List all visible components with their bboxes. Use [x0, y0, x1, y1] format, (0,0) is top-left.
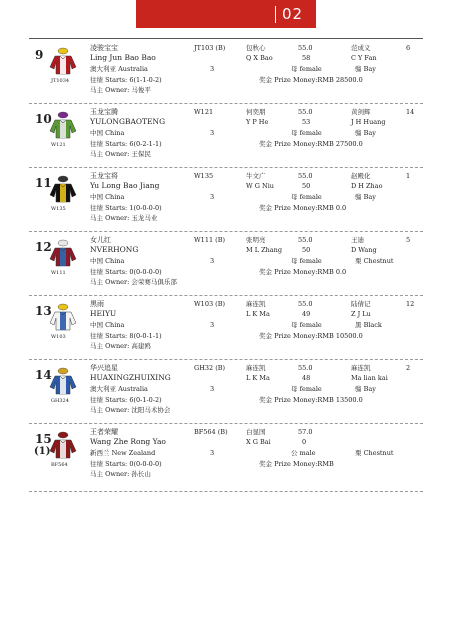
prize-value: 13500.0	[335, 396, 363, 404]
sex: 母 female	[291, 385, 322, 393]
coat-color: 黑 Black	[355, 321, 382, 329]
horse-name-en: Yu Long Bao Jiang	[90, 181, 160, 190]
jockey-silk-icon	[49, 111, 77, 139]
coat-color: 栗 Chestnut	[355, 257, 394, 265]
page-tab-divider	[275, 6, 276, 23]
jockey-silk-icon	[49, 431, 77, 459]
horse-country: 澳大利亚 Australia	[90, 65, 148, 73]
trainer-name-en: D H Zhao	[351, 182, 383, 190]
horse-number: 12	[35, 240, 52, 254]
silk-code: W135	[51, 206, 66, 212]
starts	[90, 269, 162, 276]
starts-label: 往绩 Starts:	[90, 460, 128, 468]
horse-number-sub: (1)	[34, 446, 51, 457]
starts	[90, 461, 162, 468]
trainer-name-en: Ma lian kai	[351, 374, 388, 382]
jockey-silk-icon	[49, 47, 77, 75]
jockey-name-cn: 张明亮	[246, 236, 266, 244]
owner-label: 马主 Owner:	[90, 214, 130, 222]
owner	[90, 87, 151, 94]
horse-name-en: NVERHONG	[90, 245, 139, 254]
horse-country: 澳大利亚 Australia	[90, 385, 148, 393]
entry-row	[29, 363, 423, 419]
horse-country: 中国 China	[90, 321, 125, 329]
trainer-name-en: J H Huang	[351, 118, 386, 126]
owner-value: 会荣赛马俱乐部	[131, 278, 177, 286]
top-rule	[29, 38, 423, 39]
draw: 1	[406, 172, 411, 180]
rating: 53	[302, 118, 311, 126]
owner	[90, 471, 151, 478]
horse-name-cn: 女儿红	[90, 236, 111, 244]
weight: 55.0	[298, 364, 313, 372]
trainer-name-en: Z J Lu	[351, 310, 371, 318]
trainer-name-cn: 王迪	[351, 236, 364, 244]
owner-value: 高建鸥	[131, 342, 151, 350]
coat-color: 栗 Chestnut	[355, 449, 394, 457]
prize-money	[259, 333, 363, 340]
starts-value: 6(0-1-0-2)	[129, 396, 162, 404]
brand-code: W121	[194, 108, 214, 116]
jockey-silk-icon	[49, 367, 77, 395]
jockey-name-en: Y P He	[246, 118, 269, 126]
age: 3	[210, 385, 215, 393]
weight: 55.0	[298, 44, 313, 52]
horse-name-en: HEIYU	[90, 309, 117, 318]
draw: 5	[406, 236, 411, 244]
brand-code: BF564 (B)	[194, 428, 228, 436]
starts	[90, 77, 162, 84]
entry-row	[29, 43, 423, 99]
starts-value: 6(1-1-0-2)	[129, 76, 162, 84]
coat-color: 骝 Bay	[355, 65, 376, 73]
draw: 6	[406, 44, 411, 52]
horse-country: 中国 China	[90, 257, 125, 265]
trainer-name-en: D Wang	[351, 246, 377, 254]
owner-label: 马主 Owner:	[90, 278, 130, 286]
draw: 14	[406, 108, 415, 116]
trainer-name-cn: 范成义	[351, 44, 371, 52]
brand-code: W103 (B)	[194, 300, 226, 308]
jockey-name-cn: 包秋心	[246, 44, 266, 52]
silk-code: GH324	[51, 398, 69, 404]
draw: 12	[406, 300, 415, 308]
trainer-name-cn: 麻连凯	[351, 364, 371, 372]
jockey-name-cn: 白显国	[246, 428, 266, 436]
sex: 母 female	[291, 129, 322, 137]
starts-value: 8(0-0-1-1)	[129, 332, 162, 340]
trainer-name-en: C Y Fan	[351, 54, 377, 62]
trainer-name-cn: 赵殿化	[351, 172, 371, 180]
row-divider	[29, 295, 423, 296]
starts-label: 往绩 Starts:	[90, 76, 128, 84]
coat-color: 骝 Bay	[355, 385, 376, 393]
horse-name-cn: 凌骏宝宝	[90, 44, 118, 52]
owner	[90, 407, 170, 414]
prize-label: 奖金 Prize Money:RMB	[259, 460, 334, 468]
row-divider	[29, 359, 423, 360]
prize-label: 奖金 Prize Money:RMB	[259, 140, 334, 148]
draw: 2	[406, 364, 411, 372]
prize-label: 奖金 Prize Money:RMB	[259, 268, 334, 276]
horse-number: 14	[35, 368, 52, 382]
page-number: 02	[282, 5, 304, 23]
starts-label: 往绩 Starts:	[90, 396, 128, 404]
brand-code: W135	[194, 172, 214, 180]
horse-name-en: HUAXINGZHUIXING	[90, 373, 171, 382]
owner	[90, 279, 177, 286]
horse-number: 13	[35, 304, 52, 318]
horse-number: 9	[35, 48, 44, 62]
row-divider	[29, 491, 423, 492]
horse-name-cn: 王者荣耀	[90, 428, 118, 436]
trainer-name-cn: 黄剑辉	[351, 108, 371, 116]
owner-label: 马主 Owner:	[90, 470, 130, 478]
prize-money	[259, 77, 363, 84]
horse-number: 11	[35, 176, 52, 190]
brand-code: W111 (B)	[194, 236, 226, 244]
prize-value: 0.0	[335, 204, 347, 212]
entry-row	[29, 299, 423, 355]
jockey-name-en: L K Ma	[246, 310, 270, 318]
owner-value: 马俊平	[131, 86, 151, 94]
age: 3	[210, 129, 215, 137]
prize-value: 27500.0	[335, 140, 363, 148]
silk-code: W111	[51, 270, 66, 276]
horse-country: 中国 China	[90, 193, 125, 201]
jockey-silk-icon	[49, 303, 77, 331]
prize-value: 28500.0	[335, 76, 363, 84]
horse-name-cn: 玉龙宝将	[90, 172, 118, 180]
row-divider	[29, 423, 423, 424]
rating: 58	[302, 54, 311, 62]
sex: 公 male	[291, 449, 316, 457]
owner-value: 沈阳马术协会	[131, 406, 171, 414]
horse-country: 中国 China	[90, 129, 125, 137]
trainer-name-cn: 陆倩记	[351, 300, 371, 308]
starts-value: 1(0-0-0-0)	[129, 204, 162, 212]
rating: 49	[302, 310, 311, 318]
starts-value: 6(0-2-1-1)	[129, 140, 162, 148]
jockey-name-cn: 牛文广	[246, 172, 266, 180]
page-number-tab	[136, 0, 316, 28]
weight: 55.0	[298, 300, 313, 308]
horse-name-cn: 黑雨	[90, 300, 104, 308]
entry-row	[29, 171, 423, 227]
horse-name-cn: 玉龙宝腾	[90, 108, 118, 116]
prize-value: 0.0	[335, 268, 347, 276]
prize-label: 奖金 Prize Money:RMB	[259, 204, 334, 212]
owner-label: 马主 Owner:	[90, 406, 130, 414]
row-divider	[29, 167, 423, 168]
age: 3	[210, 65, 215, 73]
sex: 母 female	[291, 65, 322, 73]
age: 3	[210, 321, 215, 329]
prize-money	[259, 205, 346, 212]
rating: 0	[302, 438, 307, 446]
entry-row	[29, 107, 423, 163]
starts-label: 往绩 Starts:	[90, 140, 128, 148]
entry-row	[29, 235, 423, 291]
jockey-name-en: M L Zhang	[246, 246, 283, 254]
jockey-silk-icon	[49, 239, 77, 267]
age: 3	[210, 449, 215, 457]
owner-label: 马主 Owner:	[90, 86, 130, 94]
weight: 55.0	[298, 236, 313, 244]
prize-money	[259, 461, 334, 468]
owner-label: 马主 Owner:	[90, 150, 130, 158]
sex: 母 female	[291, 193, 322, 201]
entry-row	[29, 427, 423, 483]
horse-name-en: Wang Zhe Rong Yao	[90, 437, 166, 446]
starts-label: 往绩 Starts:	[90, 204, 128, 212]
silk-code: W103	[51, 334, 66, 340]
row-divider	[29, 231, 423, 232]
jockey-name-cn: 何奕朋	[246, 108, 266, 116]
starts	[90, 333, 162, 340]
prize-label: 奖金 Prize Money:RMB	[259, 76, 334, 84]
silk-code: BF564	[51, 462, 68, 468]
weight: 55.0	[298, 108, 313, 116]
horse-name-en: YULONGBAOTENG	[90, 117, 166, 126]
starts-label: 往绩 Starts:	[90, 332, 128, 340]
weight: 55.0	[298, 172, 313, 180]
age: 3	[210, 257, 215, 265]
rating: 50	[302, 182, 311, 190]
horse-country: 新西兰 New Zealand	[90, 449, 156, 457]
owner	[90, 215, 157, 222]
prize-money	[259, 269, 346, 276]
jockey-silk-icon	[49, 175, 77, 203]
jockey-name-en: Q X Bao	[246, 54, 273, 62]
prize-label: 奖金 Prize Money:RMB	[259, 396, 334, 404]
horse-name-cn: 华兴追星	[90, 364, 118, 372]
owner-value: 王保民	[131, 150, 151, 158]
brand-code: GH32 (B)	[194, 364, 226, 372]
prize-money	[259, 141, 363, 148]
silk-code: W121	[51, 142, 66, 148]
jockey-name-en: W G Niu	[246, 182, 274, 190]
row-divider	[29, 103, 423, 104]
jockey-name-cn: 麻连凯	[246, 300, 266, 308]
starts	[90, 205, 162, 212]
jockey-name-cn: 麻连凯	[246, 364, 266, 372]
coat-color: 骝 Bay	[355, 129, 376, 137]
starts-value: 0(0-0-0-0)	[129, 460, 162, 468]
coat-color: 骝 Bay	[355, 193, 376, 201]
brand-code: JT103 (B)	[194, 44, 226, 52]
rating: 50	[302, 246, 311, 254]
owner	[90, 151, 151, 158]
age: 3	[210, 193, 215, 201]
owner	[90, 343, 151, 350]
prize-money	[259, 397, 363, 404]
jockey-name-en: X G Bai	[246, 438, 271, 446]
horse-name-en: Ling Jun Bao Bao	[90, 53, 156, 62]
starts-value: 0(0-0-0-0)	[129, 268, 162, 276]
owner-label: 马主 Owner:	[90, 342, 130, 350]
horse-number: 15	[35, 432, 52, 446]
sex: 母 female	[291, 257, 322, 265]
jockey-name-en: L K Ma	[246, 374, 270, 382]
rating: 48	[302, 374, 311, 382]
starts	[90, 141, 162, 148]
weight: 57.0	[298, 428, 313, 436]
owner-value: 玉龙马业	[131, 214, 158, 222]
owner-value: 孙长山	[131, 470, 151, 478]
prize-label: 奖金 Prize Money:RMB	[259, 332, 334, 340]
sex: 母 female	[291, 321, 322, 329]
silk-code: JT1034	[51, 78, 70, 84]
horse-number: 10	[35, 112, 52, 126]
starts-label: 往绩 Starts:	[90, 268, 128, 276]
starts	[90, 397, 162, 404]
prize-value: 10500.0	[335, 332, 363, 340]
